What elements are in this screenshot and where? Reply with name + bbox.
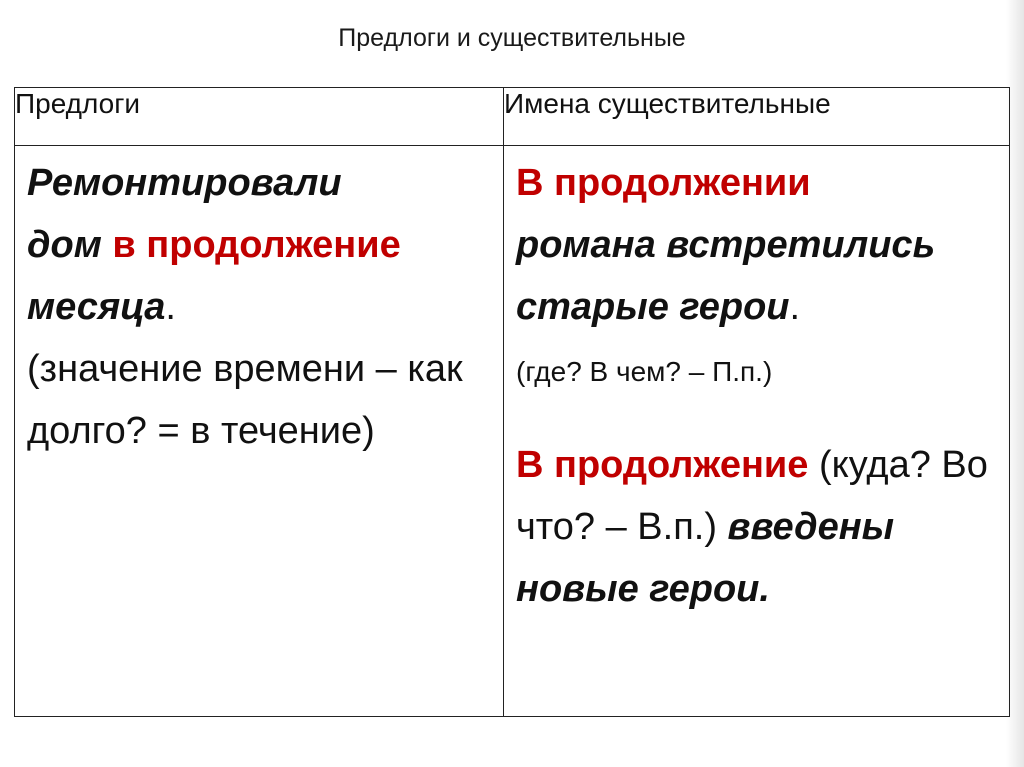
cell-nouns <box>504 146 1010 717</box>
spacer <box>516 400 999 434</box>
cell-prepositions <box>15 146 504 717</box>
right-red-noun: В продолжении <box>516 162 811 204</box>
header-nouns: Имена существительные <box>504 88 1010 146</box>
left-word-month: месяца <box>27 286 166 328</box>
left-red-preposition: в продолжение <box>112 224 401 266</box>
right-italic-sentence: романа встретились старые герои <box>516 224 936 328</box>
slide-title: Предлоги и существительные <box>338 24 686 52</box>
header-prepositions: Предлоги <box>15 88 504 146</box>
table-body-row <box>15 146 1010 717</box>
left-word-dom: дом <box>27 224 102 266</box>
right-red-preposition: В продолжение <box>516 444 809 486</box>
right-note1: (где? В чем? – П.п.) <box>516 356 773 387</box>
left-dot: . <box>165 286 176 328</box>
left-line1: Ремонтировали <box>27 162 342 204</box>
right-italic-sentence2: введены новые герои. <box>516 506 895 610</box>
right-note2: (куда? Во что? – В.п.) <box>516 444 988 548</box>
comparison-table <box>14 87 1010 717</box>
left-note: (значение времени – как долго? = в течение) <box>27 348 463 452</box>
right-dot: . <box>789 286 801 328</box>
table-header-row <box>15 88 1010 146</box>
